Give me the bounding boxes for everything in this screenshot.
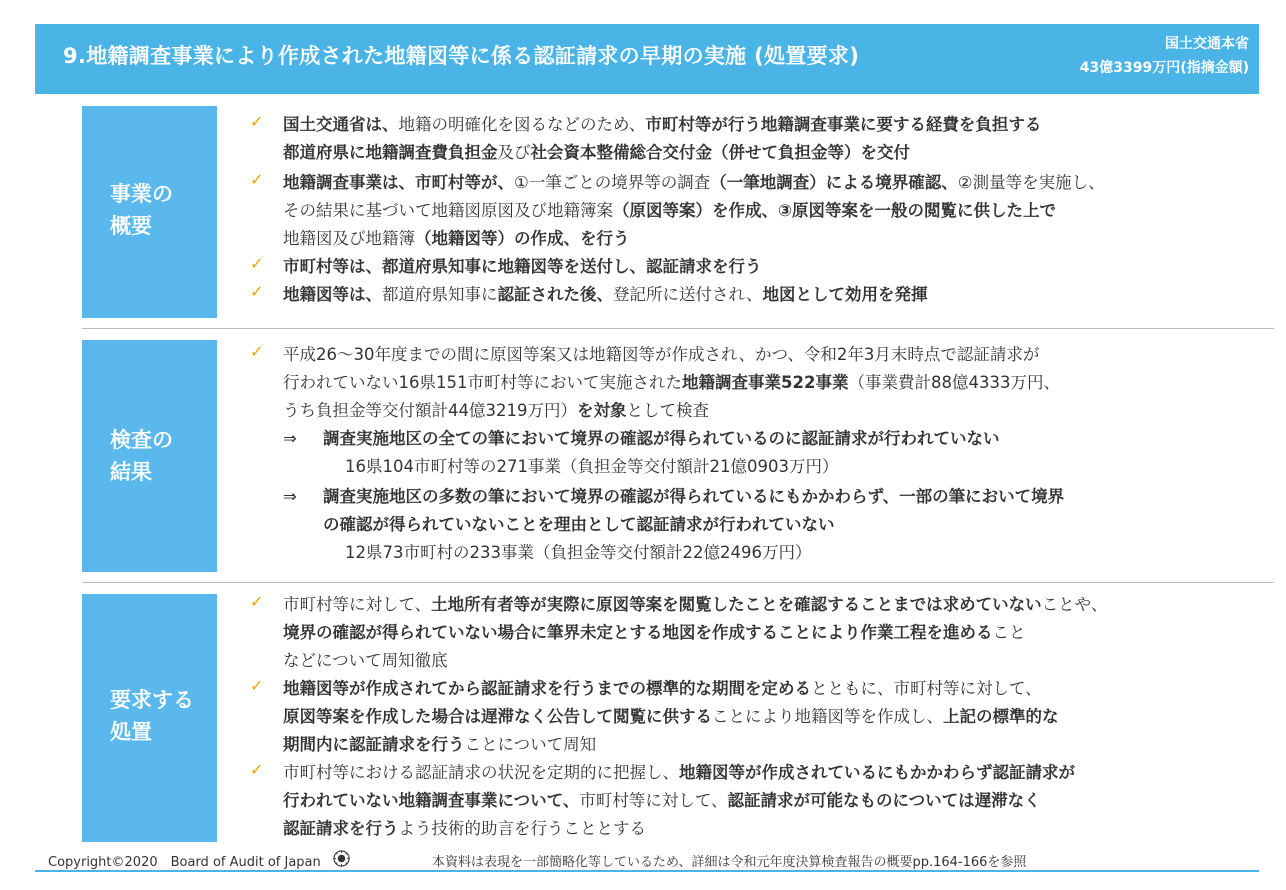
arrow-icon: ⇒ <box>283 429 297 448</box>
ministry-name: 国土交通本省 <box>1165 36 1249 52</box>
bold-text-segment: 認証された後、 <box>497 285 613 304</box>
text-segment: 市町村等に対して、 <box>283 595 432 614</box>
check-icon: ✓ <box>250 112 264 131</box>
text-segment: などについて周知徹底 <box>283 651 448 670</box>
check-icon: ✓ <box>250 592 264 611</box>
label-line: 事業の <box>110 182 173 206</box>
check-icon: ✓ <box>250 342 264 361</box>
bold-text-segment: 上記の標準的な <box>943 707 1059 726</box>
bold-text-segment: 地籍図等は、 <box>283 285 382 304</box>
text-line <box>323 483 1064 511</box>
footer-rule <box>35 870 1259 872</box>
text-segment: 市町村等に対して、 <box>579 791 728 810</box>
text-line <box>283 369 1060 397</box>
page-title: 9.地籍調査事業により作成された地籍図等に係る認証請求の早期の実施 (処置要求) <box>63 44 860 68</box>
bold-text-segment: （併せて負担金等）を交付 <box>712 143 910 162</box>
text-line <box>283 591 1107 619</box>
bold-text-segment: 地籍調査事業は、市町村等が、 <box>283 173 514 192</box>
bold-text-segment: 認証請求を行う <box>283 819 399 838</box>
text-segment: 登記所に送付され、 <box>613 285 763 304</box>
section-divider <box>82 328 1274 329</box>
label-line: 処置 <box>110 720 152 744</box>
copyright-text: Copyright©2020 Board of Audit of Japan <box>48 855 321 870</box>
text-segment: 地籍の明確化を図るなどのため、 <box>398 115 646 134</box>
text-line <box>323 425 1000 453</box>
text-segment: 平成26～30年度までの間に原図等案又は地籍図等が作成され、かつ、令和2年3月末時点で認証請求が <box>283 345 1040 364</box>
text-line <box>283 341 1039 369</box>
bold-text-segment: 都道府県に地籍調査費負担金 <box>283 143 498 162</box>
bold-text-segment: 調査実施地区の多数の筆において境界の確認が得られているにもかかわらず、一部の筆において境界 <box>323 487 1065 506</box>
text-segment: こと <box>992 623 1026 642</box>
bold-text-segment: 認証請求が可能なものについては遅滞なく <box>727 791 1041 810</box>
label-text <box>110 684 194 748</box>
bold-text-segment: 市町村等が行う地籍調査事業に要する経費を負担する <box>645 115 1042 134</box>
bold-text-segment: 地籍図等が作成されているにもかかわらず認証請求が <box>679 763 1075 782</box>
text-line <box>283 647 448 675</box>
label-line: 結果 <box>110 460 152 484</box>
text-segment: うち負担金等交付額計44億3219万円） <box>283 401 577 420</box>
text-line <box>283 703 1059 731</box>
text-segment: ①一筆ごとの境界等の調査 <box>514 173 711 192</box>
bold-text-segment: を対象 <box>577 401 627 420</box>
bold-text-segment: 土地所有者等が実際に原図等案を閲覧したことを確認することまでは求めていない <box>431 595 1042 614</box>
bold-text-segment: （地籍図等）の作成、を行う <box>415 229 630 248</box>
label-text <box>110 178 173 242</box>
arrow-icon: ⇒ <box>283 487 297 506</box>
text-segment: よう技術的助言を行うこととする <box>398 819 646 838</box>
text-line <box>283 731 596 759</box>
bold-text-segment: 原図等案を作成した場合は遅滞なく公告して閲覧に供する <box>283 707 712 726</box>
text-segment: として検査 <box>626 401 709 420</box>
bold-text-segment: （一筆地調査）による境界確認、 <box>710 173 958 192</box>
check-icon: ✓ <box>250 282 264 301</box>
bold-text-segment: 地図として効用を発揮 <box>762 285 928 304</box>
bold-text-segment: 市町村等は、都道府県知事に地籍図等を送付し、認証請求を行う <box>283 257 762 276</box>
text-line <box>283 675 1042 703</box>
section-label-results <box>82 340 217 572</box>
text-segment: その結果に基づいて地籍図原図及び地籍簿案 <box>283 201 613 220</box>
text-segment: ②測量等を実施し、 <box>957 173 1105 192</box>
text-segment: とともに、市町村等に対して、 <box>811 679 1042 698</box>
bold-text-segment: 社会資本整備総合交付金 <box>530 143 712 162</box>
text-segment: 市町村等における認証請求の状況を定期的に把握し、 <box>283 763 679 782</box>
text-line <box>283 169 1105 197</box>
text-line <box>283 139 910 167</box>
check-icon: ✓ <box>250 676 264 695</box>
text-line <box>345 539 811 567</box>
label-line: 概要 <box>110 214 152 238</box>
text-line <box>345 453 838 481</box>
text-segment: （事業費計88億4333万円、 <box>848 373 1060 392</box>
board-of-audit-logo-icon <box>333 850 350 867</box>
text-segment: ことや、 <box>1041 595 1108 614</box>
text-line <box>283 197 1056 225</box>
check-icon: ✓ <box>250 760 264 779</box>
text-segment: ことについて周知 <box>464 735 597 754</box>
text-segment: 及び <box>497 143 531 162</box>
text-line <box>283 281 928 309</box>
bold-text-segment: 地籍調査事業522事業 <box>682 373 849 392</box>
text-line <box>283 111 1041 139</box>
text-line <box>283 225 630 253</box>
bold-text-segment: 期間内に認証請求を行う <box>283 735 465 754</box>
bold-text-segment: 調査実施地区の全ての筆において境界の確認が得られているのに認証請求が行われていない <box>323 429 1000 448</box>
footer-note: 本資料は表現を一部簡略化等しているため、詳細は令和元年度決算検査報告の概要pp.164-166を参照 <box>432 855 1027 870</box>
section-label-measures <box>82 594 217 842</box>
check-icon: ✓ <box>250 170 264 189</box>
label-line: 要求する <box>110 688 194 712</box>
text-segment: 16県104市町村等の271事業（負担金等交付額計21億0903万円） <box>345 457 839 476</box>
bold-text-segment: を作成、 <box>712 201 778 220</box>
header-meta <box>1080 32 1249 80</box>
text-line <box>283 787 1041 815</box>
bold-text-segment: 行われていない地籍調査事業について、 <box>283 791 580 810</box>
label-line: 検査の <box>110 428 173 452</box>
bold-text-segment: 地籍図等が作成されてから認証請求を行うまでの標準的な期間を定める <box>283 679 811 698</box>
header-banner <box>35 24 1259 94</box>
text-segment: 地籍図及び地籍簿 <box>283 229 415 248</box>
text-line <box>283 815 646 843</box>
indicated-amount: 43億3399万円(指摘金額) <box>1079 60 1249 76</box>
text-line <box>283 397 709 425</box>
bold-text-segment: 境界の確認が得られていない場合に筆界未定とする地図を作成することにより作業工程を進める <box>283 623 993 642</box>
section-divider <box>82 582 1274 583</box>
text-segment: 12県73市町村の233事業（負担金等交付額計22億2496万円） <box>345 543 812 562</box>
text-line <box>323 511 835 539</box>
bold-text-segment: 国土交通省は、 <box>283 115 399 134</box>
section-label-overview <box>82 106 217 318</box>
text-line <box>283 759 1075 787</box>
text-line <box>283 253 762 281</box>
bold-text-segment: の確認が得られていないことを理由として認証請求が行われていない <box>323 515 835 534</box>
bold-text-segment: （原図等案） <box>613 201 712 220</box>
label-text <box>110 424 173 488</box>
bold-text-segment: ③原図等案を一般の閲覧に供した上で <box>778 201 1056 220</box>
text-segment: 行われていない16県151市町村等において実施された <box>283 373 682 392</box>
check-icon: ✓ <box>250 254 264 273</box>
text-segment: 都道府県知事に <box>382 285 498 304</box>
text-segment: ことにより地籍図等を作成し、 <box>712 707 943 726</box>
text-line <box>283 619 1026 647</box>
